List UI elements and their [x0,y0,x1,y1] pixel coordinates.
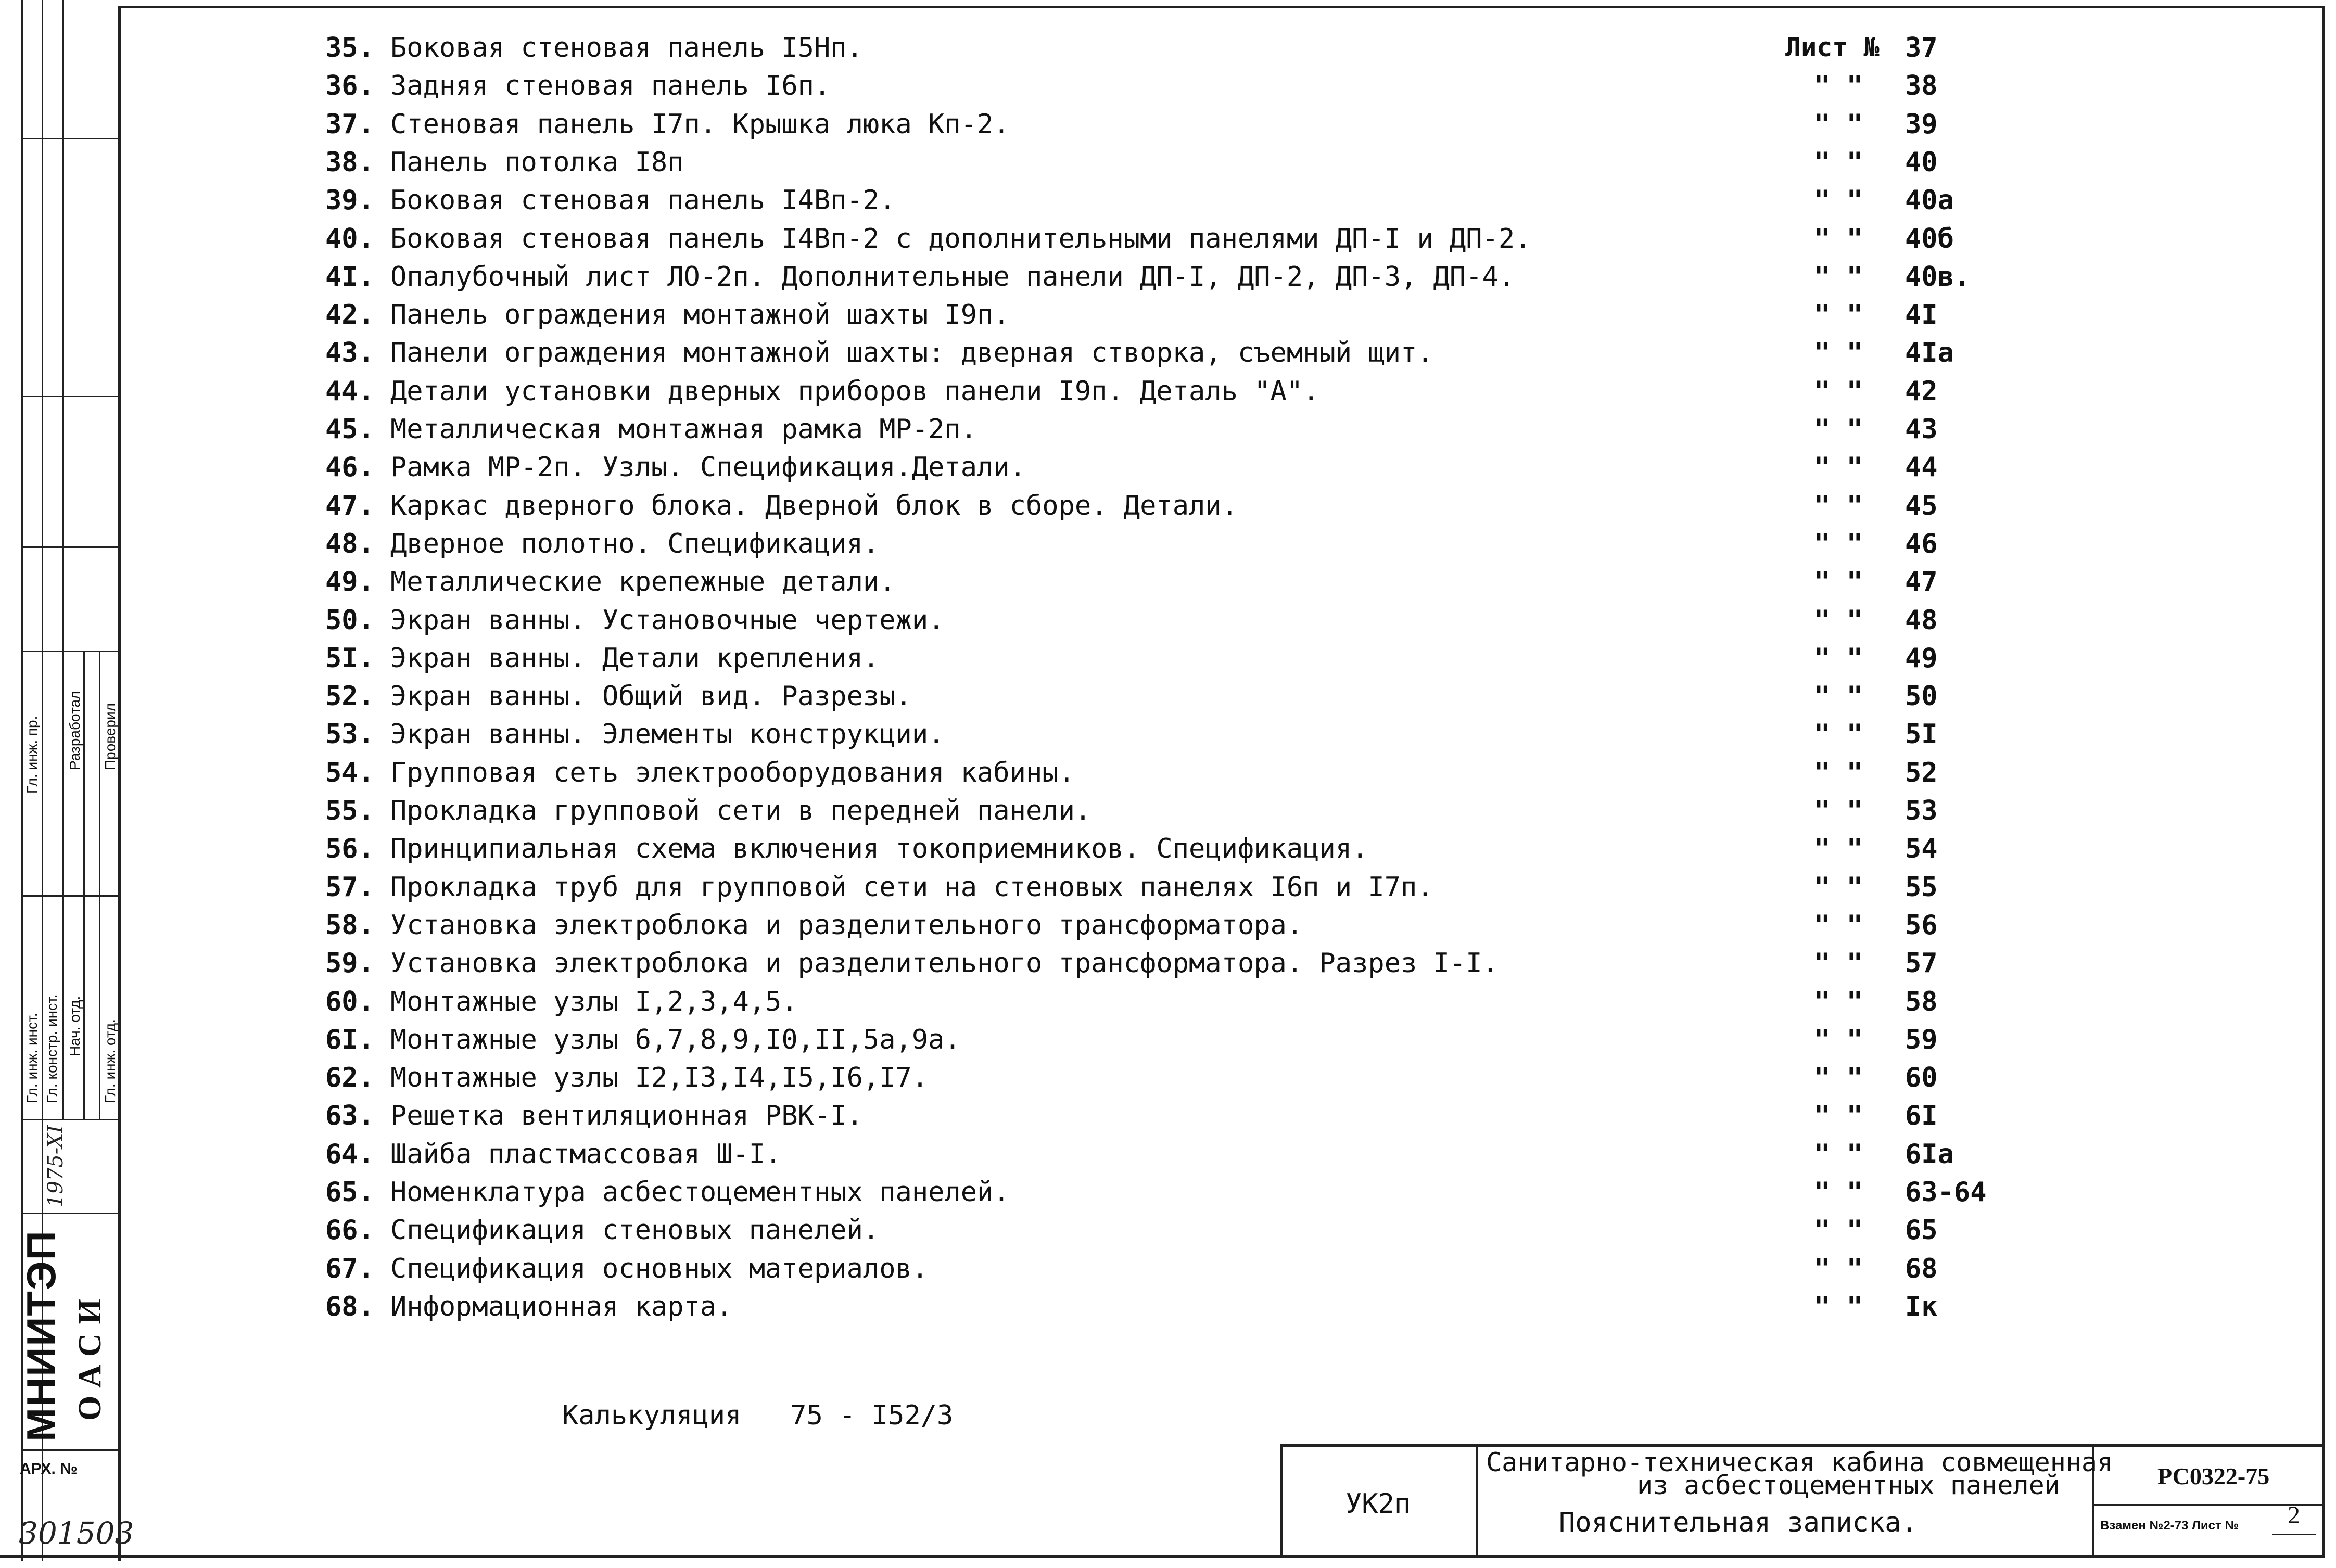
title-block-divider [1476,1447,1478,1558]
item-number: 6I. [325,1024,374,1055]
ditto-mark: " " [1814,604,1863,636]
ditto-mark: " " [1814,986,1863,1017]
replaced-label: Взамен №2-73 Лист № [2100,1519,2239,1533]
item-title: Панель ограждения монтажной шахты I9п. [390,299,1010,331]
ditto-mark: " " [1814,108,1863,140]
ditto-mark: " " [1814,871,1863,903]
strip-divider [99,651,100,1119]
item-title: Решетка вентиляционная РВК-I. [390,1100,863,1132]
sheet-ref: 6Iа [1905,1138,1954,1170]
strip-divider [21,138,120,139]
item-number: 63. [325,1100,374,1132]
document-name: Пояснительная записка. [1559,1507,1918,1538]
item-title: Боковая стеновая панель I4Вп-2 с дополнительными панелями ДП-I и ДП-2. [390,223,1531,254]
item-title: Детали установки дверных приборов панели I9п. Деталь "А". [390,375,1319,407]
organization-stamp: МНИИТЭП [18,1230,64,1442]
sheet-ref: 68 [1905,1253,1938,1284]
item-number: 54. [325,757,374,788]
role-label: Гл. инж. отд. [102,1019,118,1103]
item-title: Экран ванны. Элементы конструкции. [390,719,945,750]
item-title: Принципиальная схема включения токоприемников. Спецификация. [390,833,1368,865]
strip-divider [21,651,120,652]
item-title: Рамка МР-2п. Узлы. Спецификация.Детали. [390,452,1026,483]
item-title: Дверное полотно. Спецификация. [390,528,880,559]
strip-divider [21,1119,120,1120]
item-title: Боковая стеновая панель I5Нп. [390,32,863,63]
title-block [1280,1444,2325,1558]
sheet-ref: 49 [1905,642,1938,674]
strip-divider [62,0,64,1119]
ditto-mark: " " [1814,490,1863,521]
ditto-mark: " " [1814,642,1863,674]
item-number: 50. [325,604,374,636]
item-title: Стеновая панель I7п. Крышка люка Кп-2. [390,108,1010,140]
ditto-mark: " " [1814,452,1863,483]
item-number: 40. [325,223,374,254]
role-label: Разработал [67,691,83,770]
item-title: Задняя стеновая панель I6п. [390,70,831,102]
sheet-ref: 53 [1905,795,1938,826]
item-number: 5I. [325,642,374,674]
item-number: 68. [325,1291,374,1322]
document-number: РС0322-75 [2157,1463,2270,1489]
sheet-ref: 59 [1905,1024,1938,1055]
ditto-mark: " " [1814,223,1863,254]
item-number: 59. [325,948,374,979]
item-number: 67. [325,1253,374,1284]
archive-number: 301503 [19,1515,134,1551]
ditto-mark: " " [1814,185,1863,216]
project-name-line2: из асбестоцементных панелей [1637,1470,2060,1500]
ditto-mark: " " [1814,1100,1863,1132]
sheet-ref: 55 [1905,871,1938,903]
ditto-mark: " " [1814,146,1863,178]
item-title: Установка электроблока и разделительного трансформатора. [390,909,1303,941]
item-number: 4I. [325,261,374,292]
item-number: 44. [325,375,374,407]
ditto-mark: " " [1814,528,1863,559]
item-number: 62. [325,1062,374,1094]
sheet-ref: 40в. [1905,261,1971,292]
strip-divider [83,651,85,1119]
item-title: Панели ограждения монтажной шахты: дверная створка, съемный щит. [390,337,1433,369]
item-title: Прокладка труб для групповой сети на стеновых панелях I6п и I7п. [390,871,1433,903]
sheet-ref: 52 [1905,757,1938,788]
ditto-mark: " " [1814,833,1863,865]
item-title: Металлическая монтажная рамка МР-2п. [390,414,977,445]
item-number: 65. [325,1177,374,1208]
role-label: Гл. инж. пр. [24,716,40,794]
item-number: 64. [325,1138,374,1170]
sheet-ref: 58 [1905,986,1938,1017]
sheet-ref: 6I [1905,1100,1938,1132]
ditto-mark: " " [1814,909,1863,941]
role-label: Гл. инж. инст. [24,1013,40,1103]
year-handwritten: 1975-XI [44,1125,68,1207]
item-number: 46. [325,452,374,483]
sheet-ref: 47 [1905,566,1938,598]
sheet-ref: 45 [1905,490,1938,521]
item-title: Панель потолка I8п [390,146,684,178]
item-title: Опалубочный лист ЛО-2п. Дополнительные панели ДП-I, ДП-2, ДП-3, ДП-4. [390,261,1515,292]
item-title: Монтажные узлы 6,7,8,9,I0,II,5а,9а. [390,1024,961,1055]
item-title: Спецификация основных материалов. [390,1253,929,1284]
item-number: 35. [325,32,374,63]
item-title: Монтажные узлы I,2,3,4,5. [390,986,798,1017]
item-number: 60. [325,986,374,1017]
sheet-ref: 54 [1905,833,1938,865]
sheet-ref: 42 [1905,375,1938,407]
item-number: 58. [325,909,374,941]
strip-divider [21,546,120,548]
item-title: Каркас дверного блока. Дверной блок в сборе. Детали. [390,490,1238,521]
item-title: Установка электроблока и разделительного трансформатора. Разрез I-I. [390,948,1499,979]
sheet-ref: 38 [1905,70,1938,102]
ditto-mark: " " [1814,299,1863,331]
item-title: Информационная карта. [390,1291,733,1322]
item-number: 45. [325,414,374,445]
project-name [1486,1447,2113,1500]
sheet-ref: 40б [1905,223,1954,254]
oasi-stamp: ОАСИ [72,1290,108,1421]
strip-divider [21,1449,120,1451]
strip-divider [21,1213,120,1214]
ditto-mark: " " [1814,414,1863,445]
ditto-mark: " " [1814,1024,1863,1055]
approval-strip [0,0,134,1561]
sheet-ref: 40 [1905,146,1938,178]
ditto-mark: " " [1814,1177,1863,1208]
ditto-mark: " " [1814,70,1863,102]
ditto-mark: " " [1814,1215,1863,1246]
ditto-mark: " " [1814,337,1863,369]
sheet-ref: 40а [1905,185,1954,216]
ditto-mark: " " [1814,261,1863,292]
sheet-number-underline [2272,1534,2316,1535]
sheet-number: 2 [2288,1501,2300,1529]
sheet-ref: 46 [1905,528,1938,559]
item-number: 36. [325,70,374,102]
item-title: Монтажные узлы I2,I3,I4,I5,I6,I7. [390,1062,929,1094]
item-number: 52. [325,681,374,712]
archive-label: АРХ. № [20,1460,78,1477]
sheet-ref: 5I [1905,719,1938,750]
ditto-mark: " " [1814,948,1863,979]
item-number: 38. [325,146,374,178]
strip-divider [21,396,120,397]
calculation-line [562,1400,953,1431]
ditto-mark: " " [1814,757,1863,788]
item-title: Прокладка групповой сети в передней панели. [390,795,1091,826]
ditto-mark: " " [1814,1138,1863,1170]
item-title: Экран ванны. Детали крепления. [390,642,880,674]
ditto-mark: " " [1814,681,1863,712]
sheet-ref: 48 [1905,604,1938,636]
sheet-ref: 57 [1905,948,1938,979]
item-number: 57. [325,871,374,903]
role-label: Проверил [102,703,118,770]
item-number: 42. [325,299,374,331]
item-title: Экран ванны. Установочные чертежи. [390,604,945,636]
item-title: Экран ванны. Общий вид. Разрезы. [390,681,912,712]
sheet-ref: 63-64 [1905,1177,1987,1208]
item-number: 39. [325,185,374,216]
calculation-value: 75 - I52/3 [790,1400,954,1431]
sheet-ref: 4I [1905,299,1938,331]
item-number: 43. [325,337,374,369]
ditto-mark: " " [1814,1253,1863,1284]
item-number: 37. [325,108,374,140]
role-label: Гл. констр. инст. [44,994,60,1103]
sheet-ref: 4Iа [1905,337,1954,369]
project-code: УК2п [1345,1488,1411,1520]
sheet-ref: 44 [1905,452,1938,483]
item-title: Шайба пластмассовая Ш-I. [390,1138,782,1170]
role-label: Нач. отд. [67,996,83,1056]
ditto-mark: " " [1814,1062,1863,1094]
item-number: 53. [325,719,374,750]
sheet-ref: 65 [1905,1215,1938,1246]
item-title: Групповая сеть электрооборудования кабины. [390,757,1075,788]
item-number: 56. [325,833,374,865]
item-title: Спецификация стеновых панелей. [390,1215,880,1246]
frame-top-border [118,6,2325,8]
sheet-ref: 37 [1905,32,1938,63]
item-title: Номенклатура асбестоцементных панелей. [390,1177,1010,1208]
frame-right-border [2322,6,2325,1557]
item-number: 48. [325,528,374,559]
item-number: 49. [325,566,374,598]
sheet-ref: Iк [1905,1291,1938,1322]
ditto-mark: " " [1814,719,1863,750]
item-title: Металлические крепежные детали. [390,566,896,598]
sheet-ref: 56 [1905,909,1938,941]
item-number: 66. [325,1215,374,1246]
ditto-mark: " " [1814,375,1863,407]
strip-divider [21,895,120,897]
ditto-mark: " " [1814,795,1863,826]
item-number: 47. [325,490,374,521]
ditto-mark: " " [1814,1291,1863,1322]
sheet-ref: 39 [1905,108,1938,140]
project-name-line1: Санитарно-техническая кабина совмещенная [1486,1447,2113,1477]
item-title: Боковая стеновая панель I4Вп-2. [390,185,896,216]
sheet-ref: 43 [1905,414,1938,445]
calculation-label: Калькуляция [562,1400,742,1431]
sheet-ref: 50 [1905,681,1938,712]
item-number: 55. [325,795,374,826]
sheet-column-header: Лист № [1785,32,1880,62]
ditto-mark: " " [1814,566,1863,598]
sheet-ref: 60 [1905,1062,1938,1094]
